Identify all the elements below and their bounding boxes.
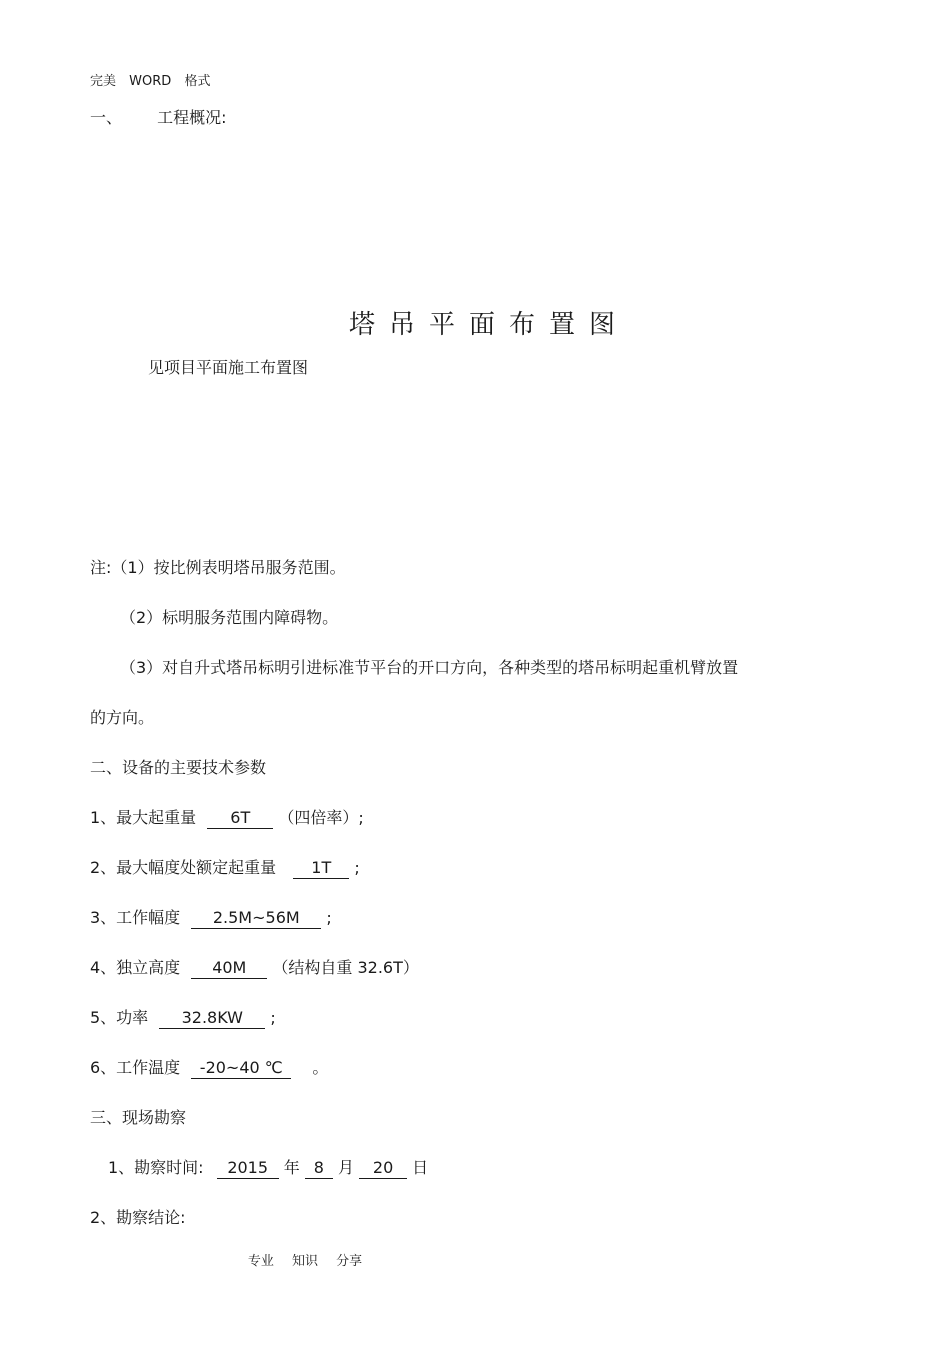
param-value: 1T [293,858,349,879]
param-suffix: （四倍率）; [278,808,364,827]
footer-word-3: 分享 [336,1254,363,1269]
survey-day-unit: 日 [412,1158,429,1177]
survey-time [108,1157,428,1179]
param-label: 1、最大起重量 [90,808,197,827]
param-value: -20~40 ℃ [191,1058,291,1079]
param-suffix: ; [270,1008,276,1027]
page-footer [0,1250,610,1269]
param-suffix: ; [354,858,360,877]
survey-month: 8 [305,1158,333,1179]
survey-time-label: 1、勘察时间: [108,1158,204,1177]
param-label: 6、工作温度 [90,1058,181,1077]
section-2-title: 二、设备的主要技术参数 [90,758,267,777]
param-value: 2.5M~56M [191,908,321,929]
param-working-range [90,907,332,929]
param-suffix: （结构自重 32.6T） [272,958,419,977]
note-2: （2）标明服务范围内障碍物。 [120,608,339,627]
param-label: 5、功率 [90,1008,149,1027]
note-3: （3）对自升式塔吊标明引进标准节平台的开口方向，各种类型的塔吊标明起重机臂放置 [120,658,739,677]
survey-year-unit: 年 [283,1158,300,1177]
note-1: 注:（1）按比例表明塔吊服务范围。 [90,558,346,577]
param-rated-load [90,857,360,879]
survey-month-unit: 月 [337,1158,354,1177]
header-word-2: WORD [129,74,172,89]
param-max-load [90,807,364,829]
section-3-title: 三、现场勘察 [90,1108,187,1127]
param-value: 32.8KW [159,1008,265,1029]
section-1-heading [90,107,227,129]
survey-year: 2015 [217,1158,279,1179]
param-label: 2、最大幅度处额定起重量 [90,858,277,877]
param-suffix: 。 [312,1058,329,1077]
param-temperature [90,1057,328,1079]
param-height [90,957,419,979]
survey-conclusion-label: 2、勘察结论: [90,1208,186,1227]
page-header [90,70,210,89]
header-word-1: 完美 [90,74,117,89]
footer-word-1: 专业 [247,1254,274,1269]
param-label: 3、工作幅度 [90,908,181,927]
param-label: 4、独立高度 [90,958,181,977]
param-power [90,1007,276,1029]
param-value: 40M [191,958,267,979]
footer-word-2: 知识 [291,1254,318,1269]
header-word-3: 格式 [184,74,211,89]
diagram-title: 塔吊平面布置图 [348,310,629,340]
note-3-continued: 的方向。 [90,708,155,727]
section-1-title: 工程概况: [157,108,227,127]
diagram-note: 见项目平面施工布置图 [148,358,309,377]
param-suffix: ; [326,908,332,927]
section-1-number: 一、 [90,108,123,127]
survey-day: 20 [359,1158,407,1179]
param-value: 6T [207,808,273,829]
